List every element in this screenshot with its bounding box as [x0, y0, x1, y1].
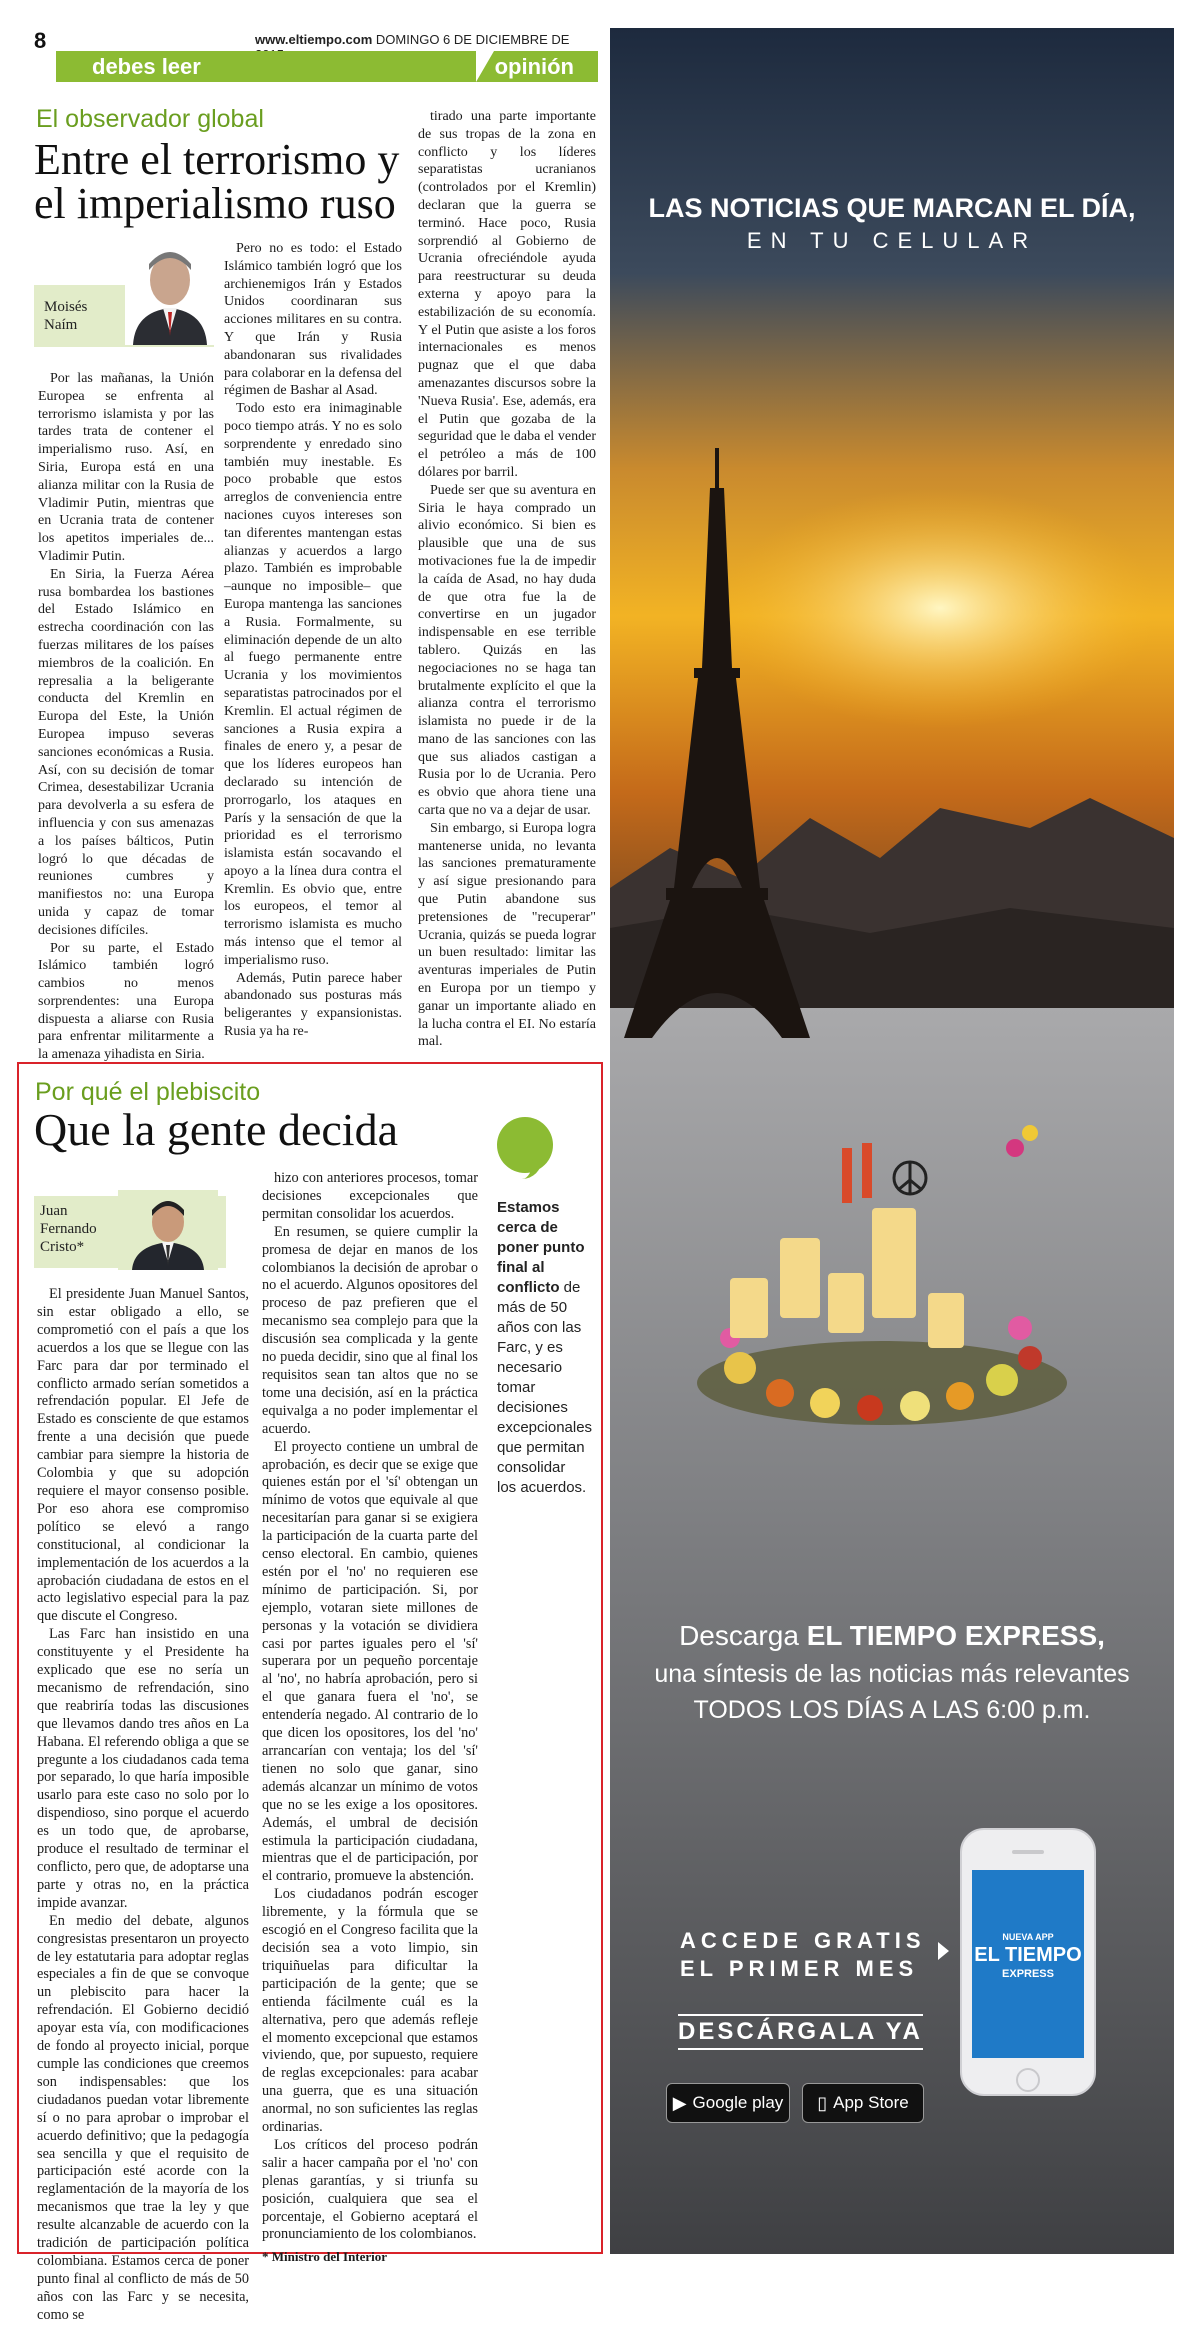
pull-quote-text: de más de 50 años con las Farc, y es necesario tomar decisiones excepcionales que permitan consolidar los acuerdos. — [497, 1279, 593, 1496]
section-label-right: opinión — [494, 54, 574, 79]
article1-title-line2: el imperialismo ruso — [34, 179, 396, 228]
paragraph: Pero no es todo: el Estado Islámico también logró que los archienemigos Irán y Estados Unidos coordinaran sus acciones militares en su contra. Y que Irán y Rusia abandonaran sus rivalidades para colaborar en la defensa del régimen de Bashar al Asad. — [224, 241, 402, 399]
article1-title — [34, 135, 400, 228]
pull-quote — [497, 1198, 593, 1498]
article1-title-line1: Entre el terrorismo y — [34, 135, 400, 184]
author-name-line2: Naím — [44, 317, 78, 333]
paragraph: El presidente Juan Manuel Santos, sin estar obligado a ello, se comprometió con el país a que los acuerdos a los que se llegue con las Farc para dar por terminado el conflicto armado serían sometidos a refrendación popular. El Jefe de Estado es consciente de que estamos frente a una decisión que puede cambiar para siempre la historia de Colombia y que su adopción requiere el mayor consenso posible. Por eso ahora ese compromiso político se elevó a rango constitucional, al condicionar la implementación de los acuerdos a la aprobación ciudadana de estos en el acto legislativo especial para la paz que discute el Congreso. — [37, 1286, 249, 1625]
paragraph: Además, Putin parece haber abandonado sus posturas más beligerantes y expansionistas. Rusia ya ha re- — [224, 970, 402, 1040]
phone-screen — [972, 1870, 1084, 2058]
phone-home-button — [1016, 2068, 1040, 2092]
article1-kicker: El observador global — [36, 105, 264, 133]
phone-brand: EL TIEMPO EXPRESS — [974, 1944, 1082, 1980]
phone-new-app-label: NUEVA APP — [1002, 1932, 1054, 1942]
app-store-button[interactable]: ▯ App Store — [802, 2083, 924, 2123]
phone-speaker — [1012, 1850, 1044, 1854]
ad-access-line-1: ACCEDE GRATIS — [680, 1928, 926, 1953]
article1-author-photo — [125, 240, 215, 345]
section-label-left: debes leer — [92, 54, 201, 79]
paragraph: Los ciudadanos podrán escoger libremente, y la fórmula que se escogió en el Congreso facilita que la decisión sea a voto limpio, sin triquiñuelas para dificultar la participación de la gente; que se entienda fácilmente cuál es la alternativa, pero que además refleje el momento excepcional que estamos viviendo, que, por supuesto, requiere de reglas excepcionales: para acabar una guerra, que es una situación anormal, no son suficientes las reglas ordinarias. — [262, 1886, 478, 2136]
paragraph: hizo con anteriores procesos, tomar decisiones excepcionales que permitan consolidar los acuerdos. — [262, 1170, 478, 1222]
article1-column-2 — [224, 240, 402, 1041]
ad-headline-1: LAS NOTICIAS QUE MARCAN EL DÍA, — [648, 193, 1136, 223]
paragraph: Por las mañanas, la Unión Europea se enfrenta al terrorismo islamista y por las tardes trata de contener el imperialismo ruso. Así, en Siria, Europa está en una alianza militar con la Rusia de Vladimir Putin, mientras que en Ucrania trata de contener los apetitos imperiales de... Vladimir Putin. — [38, 371, 214, 564]
arrow-right-icon — [938, 1942, 949, 1960]
paragraph: Sin embargo, si Europa logra mantenerse unida, no levanta las sanciones prematuramente y así sigue presionando para que Putin abandone sus pretensiones de "recuperar" Ucrania, quizás se pueda lograr un buen resultado: limitar las aventuras imperiales de Putin en Europa por un tiempo y ganar un importante aliado en la lucha contra el EI. No estaría mal. — [418, 820, 596, 1050]
paragraph: En Siria, la Fuerza Aérea rusa bombardea los bastiones del Estado Islámico en estrecha coordinación con las fuerzas militares de los países miembros de la coalición. En represalia a la beligerante conducta del Kremlin en Europa del Este, la Unión Europea impuso severas sanciones económicas a Rusia. Así, con su decisión de tomar Crimea, desestabilizar Ucrania para devolverla a su esfera de influencia y con sus amenazas a los países bálticos, Putin logró lo que décadas de reuniones cumbres y manifiestos no: una Europa unida y capaz de tomar decisiones difíciles. — [38, 566, 214, 938]
article1-column-3 — [418, 108, 596, 1051]
ad-line-2: una síntesis de las noticias más relevantes — [654, 1660, 1130, 1688]
article2-title: Que la gente decida — [34, 1104, 398, 1155]
page-number: 8 — [34, 28, 47, 53]
article2-column-1 — [37, 1286, 249, 2325]
paragraph: En resumen, se quiere cumplir la promesa de dejar en manos de los colombianos la decisión de aprobar o no el acuerdo. Algunos opositores del proceso de paz prefieren que el mecanismo sea complejo para que la discusión sea complicada y la gente no pueda decidir, sino que al final los requisitos sean tan altos que no se tome una decisión, así en la práctica equivalga a no poder implementar el acuerdo. — [262, 1223, 478, 1437]
article2-author-name — [40, 1202, 97, 1256]
article2-column-2 — [262, 1170, 478, 2266]
paragraph: Por su parte, el Estado Islámico también logró cambios no menos sorprendentes: una Europa dispuesta a aliarse con Rusia para enfrentar militarmente a la amenaza yihadista en Siria. — [38, 940, 214, 1063]
paragraph: Los críticos del proceso podrán salir a hacer campaña por el 'no' con plenas garantías, y si triunfa su posición, cualquiera que sea el porcentaje, el Gobierno aceptará el pronunciamiento de los colombianos. — [262, 2136, 478, 2243]
paragraph: En medio del debate, algunos congresistas presentaron un proyecto de ley estatutaria para adoptar reglas especiales a fin de que se convoque un plebiscito para hacer la refrendación. El Gobierno decidió apoyar esta vía, con modificaciones de fondo al proyecto inicial, porque cumple las condiciones que creemos son indispensables: que los ciudadanos puedan votar libremente sí o no para aprobar o improbar el acuerdo definitivo; que la pedagogía sea sencilla y que el requisito de participación esté acorde con la reglamentación de la mayoría de los mecanismos que trae la ley y que resulte alcanzable de acuerdo con la tradición de participación política colombiana. Estamos cerca de poner punto final al conflicto de más de 50 años con las Farc y se necesita, como se — [37, 1912, 249, 2323]
ad-line-1: Descarga EL TIEMPO EXPRESS, — [679, 1620, 1105, 1651]
download-now-link[interactable]: DESCÁRGALA YA — [678, 2014, 923, 2050]
author-name-line1: Moisés — [44, 299, 88, 315]
site-url[interactable]: www.eltiempo.com — [255, 32, 373, 47]
apple-icon: ▯ — [817, 2092, 828, 2113]
section-band — [56, 51, 598, 82]
paragraph: Las Farc han insistido en una constituyente y el Presidente ha explicado que ese no sería un mecanismo de refrendación, sino que reabriría todas las discusiones que llevamos dando tres años en La Habana. El referendo obliga a que se pregunte a los ciudadanos cada tema por separado, lo que haría imposible usarlo para este caso no solo por lo dispendioso, sino porque el acuerdo es un todo que, de aprobarse, produce el resultado de terminar el conflicto, pero que, de adoptarse una parte y otras no, en la práctica impide avanzar. — [37, 1626, 249, 1911]
pull-quote-bold: Estamos cerca de poner punto final al conflicto — [497, 1199, 585, 1296]
paragraph: tirado una parte importante de sus tropas de la zona en conflicto y los líderes separatistas ucranianos (controlados por el Kremlin) declaran que la guerra se terminó. Hace poco, Rusia sorprendió al Gobierno de Ucrania ofreciéndole ayuda para reestructurar su deuda externa y apoyo para la estabilización de su economía. Y el Putin que asiste a los foros internacionales es menos pugnaz que el que daba amenazantes discursos sobre la 'Nueva Rusia'. Ese, además, era el Putin que gozaba de la seguridad que le daba el vender el petróleo a más de 100 dólares por barril. — [418, 109, 596, 480]
google-play-button[interactable]: ▶ Google play — [666, 2083, 790, 2123]
advertisement[interactable] — [610, 28, 1174, 2254]
paragraph: Todo esto era inimaginable poco tiempo atrás. Y no es solo sorprendente y enredado sino también muy inestable. Es poco probable que estos arreglos de conveniencia entre naciones cuyos intereses son tan diferentes mantengan estas alianzas y acuerdos a largo plazo. También es improbable –aunque no imposible– que Europa mantenga las sanciones a Rusia. Formalmente, su eliminación depende de un alto al fuego permanente entre Ucrania y los movimientos separatistas patrocinados por el Kremlin. El actual régimen de sanciones a Rusia expira a finales de enero y, a pesar de que los líderes europeos han declarado su intención de prorrogarlo, los ataques en París y la sensación de que la prioridad es el terrorismo islamista están socavando el apoyo a la línea dura contra el Kremlin. Es obvio que, entre los europeos, el temor al terrorismo islamista es mucho más intenso que el temor al imperialismo ruso. — [224, 401, 402, 968]
author-name-line3: Cristo* — [40, 1239, 85, 1255]
phone-mockup — [960, 1828, 1096, 2096]
article1-author-name — [44, 298, 87, 334]
article2-kicker: Por qué el plebiscito — [35, 1078, 261, 1106]
author-footnote: * Ministro del Interior — [262, 2249, 388, 2265]
quote-mark-icon — [497, 1117, 553, 1173]
google-play-icon: ▶ — [672, 2092, 687, 2113]
band-divider — [476, 51, 494, 82]
paragraph: El proyecto contiene un umbral de aprobación, es decir que se exige que quienes están por el 'sí' obtengan un mínimo de votos que equivale al que necesitarían para ganar si se exigiera la participación de la cuarta parte del censo electoral. En cambio, quienes estén por el 'no' no requieren ese mínimo de participación. Si, por ejemplo, votaran siete millones de personas y la votación se dividiera casi por partes iguales pero el 'sí' superara por un pequeño porcentaje al 'no', no habría aprobación, pero si el que ganara fuera el 'no', se entendería negado. Al contrario de lo que dicen los opositores, los del 'no' arrancarían con ventaja; los del 'sí' tienen no solo que ganar, sino además alcanzar un mínimo de votos que no se les exige a los opositores. Además, el umbral de decisión estimula la participación ciudadana, mientras que el de participación, por el contrario, promueve la abstención. — [262, 1438, 478, 1885]
author-name-line1: Juan — [40, 1203, 68, 1219]
paragraph: Puede ser que su aventura en Siria le haya comprado un alivio económico. Si bien es plausible que una de sus motivaciones fue la de impedir la caída de Asad, no hay duda de que otra fue la de convertirse en un jugador indispensable en ese terrible tablero. Quizás en las negociaciones no se haga tan brutalmente explícito el que la alianza contra el terrorismo islamista no puede ir de la mano de las sanciones con las que sus aliados castigan a Rusia por lo de Ucrania. Pero es obvio que ahora tiene una carta que no va a dejar de usar. — [418, 482, 596, 819]
author-name-line2: Fernando — [40, 1221, 97, 1237]
ad-headline-2: EN TU CELULAR — [746, 228, 1038, 253]
ad-access-line-2: EL PRIMER MES — [680, 1956, 919, 1981]
article2-author-photo — [118, 1190, 218, 1270]
ad-line-3: TODOS LOS DÍAS A LAS 6:00 p.m. — [693, 1696, 1091, 1724]
article1-column-1 — [38, 370, 214, 1064]
issue-date: DOMINGO 6 DE DICIEMBRE DE — [375, 32, 570, 47]
